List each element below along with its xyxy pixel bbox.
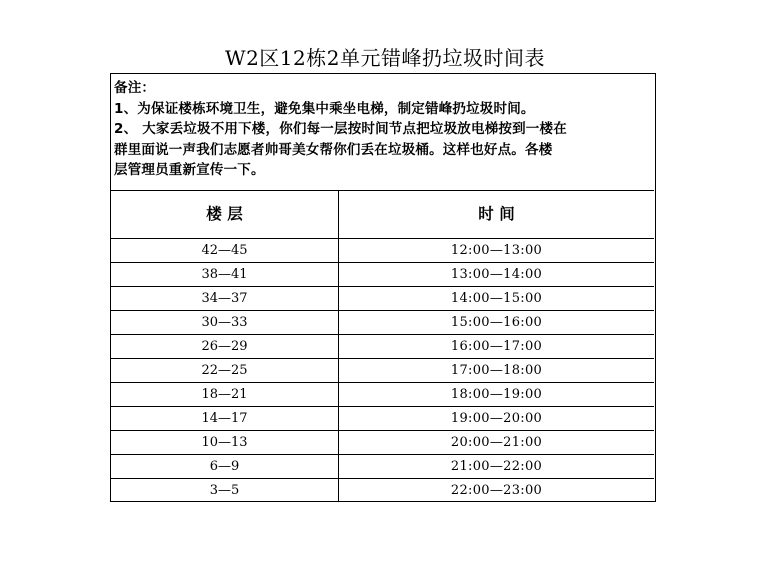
notes-heading: 备注： xyxy=(114,80,156,96)
floor-range-cell: 30—33 xyxy=(201,315,248,330)
floor-range-cell: 42—45 xyxy=(201,243,248,258)
floor-range-cell: 10—13 xyxy=(201,435,248,450)
table-row xyxy=(111,359,654,383)
time-slot-cell: 19:00—20:00 xyxy=(450,411,543,426)
time-slot-cell: 18:00—19:00 xyxy=(450,387,543,402)
floor-range-cell: 26—29 xyxy=(201,339,248,354)
floor-range-cell: 6—9 xyxy=(209,459,240,474)
note-item-2-line-2: 群里面说一声我们志愿者帅哥美女帮你们丢在垃圾桶。这样也好点。各楼 xyxy=(114,141,553,158)
time-slot-cell: 17:00—18:00 xyxy=(450,363,543,378)
time-slot-cell: 15:00—16:00 xyxy=(450,315,543,330)
floor-range-cell: 3—5 xyxy=(209,483,240,498)
table-row xyxy=(111,383,654,407)
page-title: W2区12栋2单元错峰扔垃圾时间表 xyxy=(225,46,545,70)
table-row xyxy=(111,287,654,311)
time-slot-cell: 13:00—14:00 xyxy=(450,267,543,282)
note-item-1: 1、为保证楼栋环境卫生，避免集中乘坐电梯，制定错峰扔垃圾时间。 xyxy=(114,100,535,117)
floor-range-cell: 34—37 xyxy=(201,291,248,306)
floor-range-cell: 18—21 xyxy=(201,387,248,402)
table-row xyxy=(111,263,654,287)
floor-range-cell: 38—41 xyxy=(201,267,248,282)
schedule-table xyxy=(110,73,656,502)
floor-range-cell: 14—17 xyxy=(201,411,248,426)
table-row xyxy=(111,455,654,479)
header-floor: 楼 层 xyxy=(206,205,243,223)
table-row xyxy=(111,479,654,503)
table-row xyxy=(111,311,654,335)
table-row xyxy=(111,407,654,431)
time-slot-cell: 12:00—13:00 xyxy=(450,243,543,258)
notes-block xyxy=(111,74,654,191)
table-row xyxy=(111,239,654,263)
floor-range-cell: 22—25 xyxy=(201,363,248,378)
header-time: 时 间 xyxy=(478,205,515,223)
time-slot-cell: 22:00—23:00 xyxy=(450,483,543,498)
time-slot-cell: 21:00—22:00 xyxy=(450,459,543,474)
time-slot-cell: 16:00—17:00 xyxy=(450,339,543,354)
table-body xyxy=(111,239,654,503)
note-item-2-line-3: 层管理员重新宣传一下。 xyxy=(114,162,265,178)
table-row xyxy=(111,335,654,359)
time-slot-cell: 20:00—21:00 xyxy=(450,435,543,450)
note-item-2-line-1: 2、 大家丢垃圾不用下楼，你们每一层按时间节点把垃圾放电梯按到一楼在 xyxy=(114,121,567,137)
table-header-row xyxy=(111,191,654,239)
time-slot-cell: 14:00—15:00 xyxy=(450,291,543,306)
table-row xyxy=(111,431,654,455)
